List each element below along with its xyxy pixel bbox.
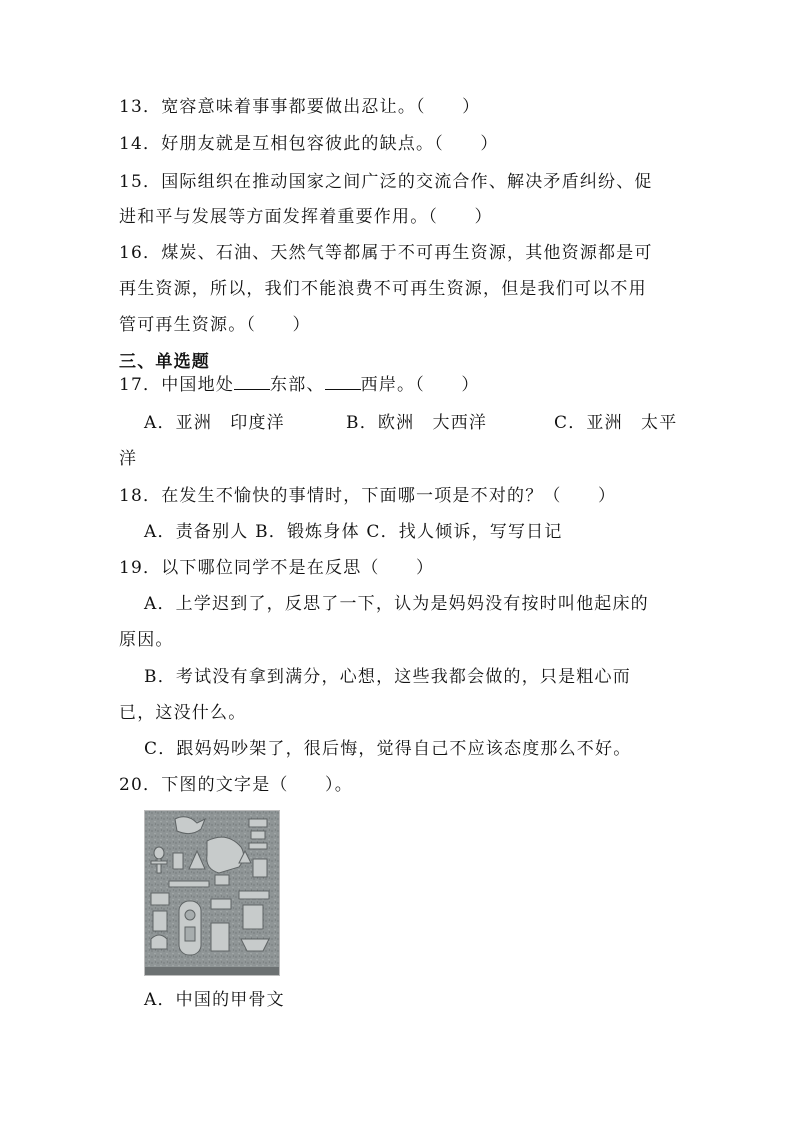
- question-13: 13．宽容意味着事事都要做出忍让。（ ）: [119, 97, 481, 117]
- question-19-option-b-line-1: B．考试没有拿到满分，心想，这些我都会做的，只是粗心而: [144, 667, 631, 687]
- hieroglyph-stone-image: [144, 810, 280, 976]
- question-15-line-2: 进和平与发展等方面发挥着重要作用。（ ）: [119, 207, 493, 227]
- question-14: 14．好朋友就是互相包容彼此的缺点。（ ）: [119, 134, 499, 154]
- question-17-options: [144, 412, 677, 434]
- answer-blank-2: [325, 375, 361, 390]
- question-19-option-a-line-1: A．上学迟到了，反思了一下，认为是妈妈没有按时叫他起床的: [144, 594, 649, 614]
- question-18-options: A．责备别人 B．锻炼身体 C．找人倾诉，写写日记: [144, 522, 563, 542]
- answer-blank-1: [234, 375, 270, 390]
- hieroglyph-carving-icon: [145, 811, 279, 975]
- question-16-line-2: 再生资源，所以，我们不能浪费不可再生资源，但是我们可以不用: [119, 279, 647, 299]
- question-17-option-c-wrap: 洋: [119, 449, 138, 469]
- option-b: B．欧洲 大西洋: [346, 413, 488, 433]
- section-heading: 三、单选题: [119, 352, 210, 372]
- question-17-prefix: 17．中国地处: [119, 375, 235, 395]
- question-19-option-c: C．跟妈妈吵架了，很后悔，觉得自己不应该态度那么不好。: [144, 739, 632, 759]
- question-17-mid: 东部、: [270, 375, 325, 395]
- question-20-option-a: A．中国的甲骨文: [144, 990, 285, 1010]
- option-c: C．亚洲 太平: [554, 413, 678, 433]
- question-15-line-1: 15．国际组织在推动国家之间广泛的交流合作、解决矛盾纠纷、促: [119, 172, 653, 192]
- question-19-option-b-line-2: 已，这没什么。: [119, 703, 247, 723]
- question-18-stem: 18．在发生不愉快的事情时，下面哪一项是不对的？（ ）: [119, 486, 617, 506]
- question-17-suffix: 西岸。（ ）: [360, 375, 480, 395]
- question-19-stem: 19．以下哪位同学不是在反思（ ）: [119, 558, 435, 578]
- option-a: A．亚洲 印度洋: [144, 413, 285, 433]
- question-20-stem: 20．下图的文字是（ ）。: [119, 775, 353, 795]
- question-16-line-1: 16．煤炭、石油、天然气等都属于不可再生资源，其他资源都是可: [119, 243, 653, 263]
- question-19-option-a-line-2: 原因。: [119, 630, 174, 650]
- question-16-line-3: 管可再生资源。（ ）: [119, 315, 311, 335]
- question-17-stem: [119, 374, 480, 396]
